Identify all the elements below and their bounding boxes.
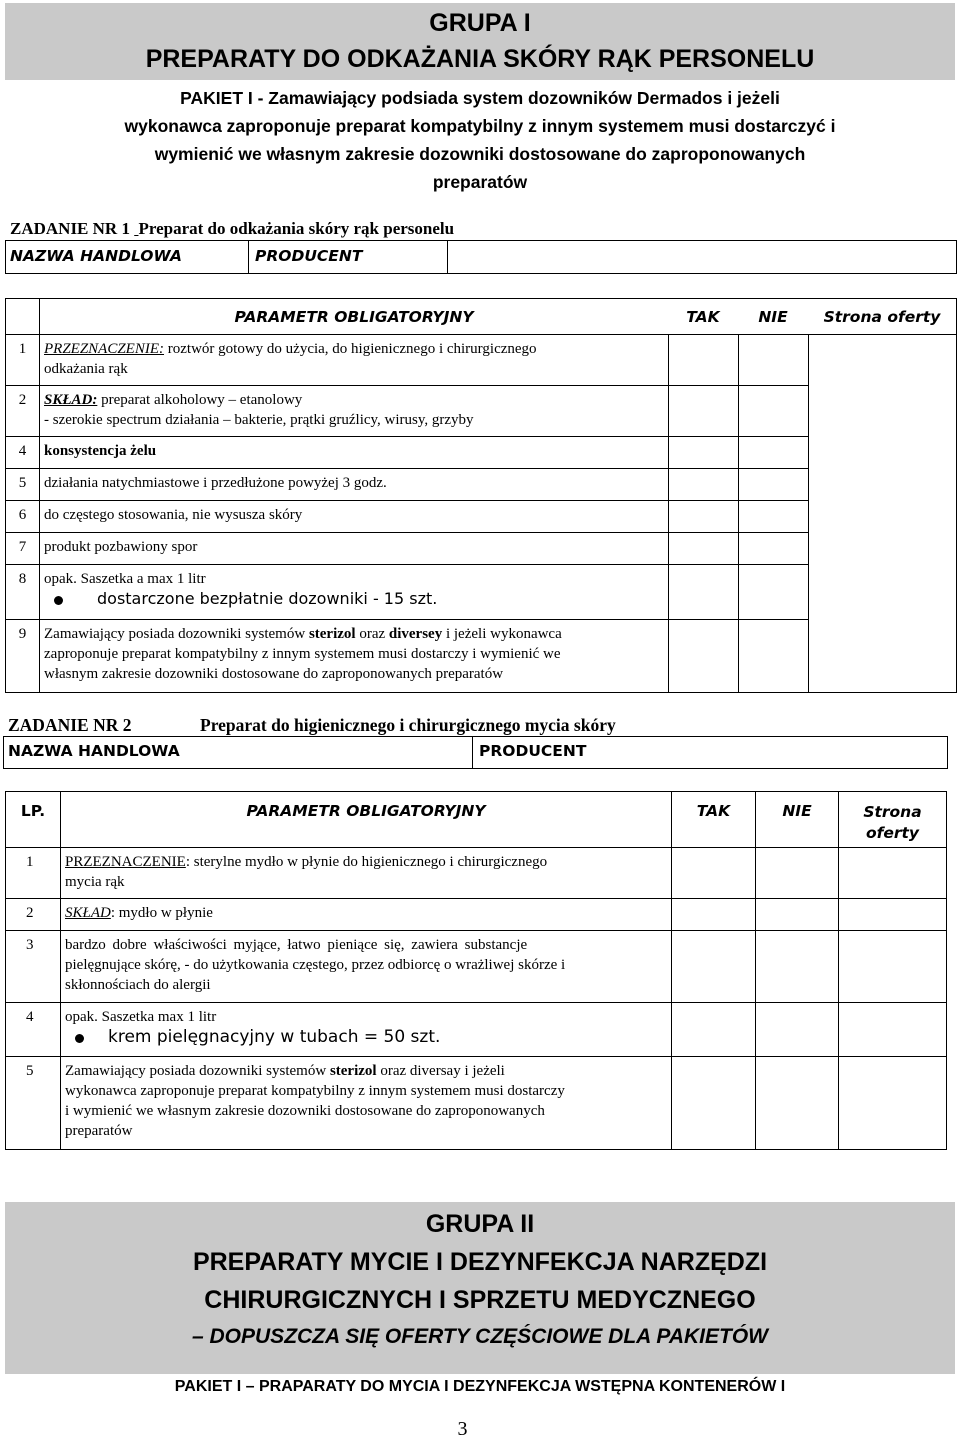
row-text: SKŁAD: mydło w płynie [61, 899, 672, 931]
row-text: PRZEZNACZENIE: roztwór gotowy do użycia, do higienicznego i chirurgicznego odkażania rąk [40, 335, 669, 386]
pakiet-line-4: preparatów [432, 172, 528, 192]
table2-tak-header: TAK [672, 792, 756, 848]
grupa2-line-2: CHIRURGICZNYCH I SPRZETU MEDYCZNEGO [204, 1286, 756, 1314]
producent-label-1: PRODUCENT [249, 241, 448, 274]
producent-label-2: PRODUCENT [473, 737, 948, 769]
nie-cell[interactable] [738, 565, 808, 620]
nie-cell[interactable] [756, 848, 839, 899]
row-text: Zamawiający posiada dozowniki systemów sterizol oraz diversay i jeżeli wykonawca zaproponuje preparat kompatybilny z innym systemem musi dostarczy i wymienić we własnym zakresie dozowniki dostosowane do zaproponowanych preparatów [61, 1057, 672, 1150]
table1-tak-header: TAK [668, 299, 738, 335]
zadanie2-heading [8, 715, 131, 736]
row-number: 4 [6, 1003, 61, 1057]
table-row [6, 848, 947, 899]
zadanie1-table [5, 298, 957, 693]
row-number: 9 [6, 620, 40, 693]
row-text: bardzo dobre właściwości myjące, łatwo pieniące się, zawiera substancje pielęgnujące skórę, - do użytkowania częstego, przez odbiorcę o wrażliwej skórze i skłonnościach do alergii [61, 931, 672, 1003]
pakiet-description [5, 84, 955, 196]
zadanie1-name-table [5, 240, 957, 274]
nie-cell[interactable] [738, 335, 808, 386]
tak-cell[interactable] [672, 931, 756, 1003]
zadanie2-title: Preparat do higienicznego i chirurgicznego mycia skóry [200, 715, 616, 735]
bullet-text: dostarczone bezpłatnie dozowniki - 15 szt. [97, 589, 438, 608]
table-row [6, 335, 957, 386]
grupa2-line-1: PREPARATY MYCIE I DEZYNFEKCJA NARZĘDZI [192, 1248, 768, 1276]
grupa2-title: GRUPA II [425, 1210, 535, 1238]
row-number: 2 [6, 899, 61, 931]
row-text: Zamawiający posiada dozowniki systemów sterizol oraz diversey i jeżeli wykonawca zaproponuje preparat kompatybilny z innym systemem musi dostarczy i wymienić we własnym zakresie dozowniki dostosowane do zaproponowanych preparatów [40, 620, 669, 693]
row-number: 7 [6, 533, 40, 565]
tak-cell[interactable] [668, 501, 738, 533]
table1-lp-header [6, 299, 40, 335]
nie-cell[interactable] [738, 533, 808, 565]
row-text: opak. Saszetka max 1 litr krem pielęgnacyjny w tubach = 50 szt. [61, 1003, 672, 1057]
row-label: SKŁAD [65, 905, 111, 921]
row-number: 5 [6, 1057, 61, 1150]
strona-cell[interactable] [839, 848, 947, 899]
pakiet-line-3: wymienić we własnym zakresie dozowniki dostosowane do zaproponowanych [154, 144, 806, 164]
row-label: PRZEZNACZENIE [65, 854, 186, 870]
tak-cell[interactable] [668, 437, 738, 469]
nie-cell[interactable] [738, 620, 808, 693]
nie-cell[interactable] [756, 1057, 839, 1150]
tak-cell[interactable] [672, 1057, 756, 1150]
producent-value-1[interactable] [448, 241, 957, 274]
zadanie2-number: ZADANIE NR 2 [8, 715, 132, 735]
zadanie1-number: ZADANIE NR 1 [10, 219, 135, 238]
bullet-text: krem pielęgnacyjny w tubach = 50 szt. [108, 1027, 441, 1047]
table-row [6, 1057, 947, 1150]
bullet-icon [54, 596, 63, 605]
row-number: 8 [6, 565, 40, 620]
grupa1-banner [5, 3, 955, 80]
strona-cell[interactable] [839, 931, 947, 1003]
page-number: 3 [457, 1418, 468, 1440]
strona-cell[interactable] [839, 1057, 947, 1150]
table1-header-row [6, 299, 957, 335]
nie-cell[interactable] [756, 931, 839, 1003]
nazwa-handlowa-label-1: NAZWA HANDLOWA [6, 241, 249, 274]
row-text: PRZEZNACZENIE: sterylne mydło w płynie do higienicznego i chirurgicznego mycia rąk [61, 848, 672, 899]
table2-nie-header: NIE [756, 792, 839, 848]
row-label: SKŁAD: [44, 392, 98, 408]
strona-cell[interactable] [808, 335, 957, 693]
grupa1-subtitle: PREPARATY DO ODKAŻANIA SKÓRY RĄK PERSONELU [145, 45, 815, 73]
table1-param-header: PARAMETR OBLIGATORYJNY [40, 299, 669, 335]
bullet-icon [75, 1034, 84, 1043]
row-number: 1 [6, 848, 61, 899]
nie-cell[interactable] [756, 899, 839, 931]
tak-cell[interactable] [672, 899, 756, 931]
nie-cell[interactable] [738, 386, 808, 437]
nie-cell[interactable] [756, 1003, 839, 1057]
table-row [6, 899, 947, 931]
table-row [6, 1003, 947, 1057]
nie-cell[interactable] [738, 469, 808, 501]
tak-cell[interactable] [668, 386, 738, 437]
nie-cell[interactable] [738, 501, 808, 533]
row-label: PRZEZNACZENIE: [44, 341, 165, 357]
strona-cell[interactable] [839, 899, 947, 931]
tak-cell[interactable] [668, 335, 738, 386]
zadanie2-name-table [3, 736, 948, 769]
pakiet-line-2: wykonawca zaproponuje preparat kompatybilny z innym systemem musi dostarczyć i [124, 116, 836, 136]
row-text: konsystencja żelu [40, 437, 669, 469]
tak-cell[interactable] [668, 620, 738, 693]
row-number: 2 [6, 386, 40, 437]
tak-cell[interactable] [668, 469, 738, 501]
table1-strona-header: Strona oferty [808, 299, 957, 335]
row-number: 6 [6, 501, 40, 533]
zadanie1-title: Preparat do odkażania skóry rąk personelu [138, 219, 455, 238]
table-row [6, 931, 947, 1003]
row-number: 5 [6, 469, 40, 501]
grupa1-title: GRUPA I [429, 9, 531, 37]
row-text: do częstego stosowania, nie wysusza skóry [40, 501, 669, 533]
tak-cell[interactable] [672, 1003, 756, 1057]
pakiet-line-1: PAKIET I - Zamawiający podsiada system dozowników Dermados i jeżeli [180, 88, 780, 108]
zadanie2-table [5, 791, 947, 1150]
pakiet-bottom-heading: PAKIET I – PRAPARATY DO MYCIA I DEZYNFEKCJA WSTĘPNA KONTENERÓW I [174, 1378, 786, 1395]
nie-cell[interactable] [738, 437, 808, 469]
tak-cell[interactable] [672, 848, 756, 899]
table2-param-header: PARAMETR OBLIGATORYJNY [61, 792, 672, 848]
row-text: opak. Saszetka a max 1 litr dostarczone bezpłatnie dozowniki - 15 szt. [40, 565, 669, 620]
row-text: SKŁAD: preparat alkoholowy – etanolowy - szerokie spectrum działania – bakterie, prątki gruźlicy, wirusy, grzyby [40, 386, 669, 437]
row-number: 4 [6, 437, 40, 469]
table2-strona-header: Strona oferty [839, 792, 947, 848]
nazwa-handlowa-label-2: NAZWA HANDLOWA [4, 737, 473, 769]
tak-cell[interactable] [668, 565, 738, 620]
strona-cell[interactable] [839, 1003, 947, 1057]
row-number: 3 [6, 931, 61, 1003]
table2-header-row [6, 792, 947, 848]
row-text: działania natychmiastowe i przedłużone powyżej 3 godz. [40, 469, 669, 501]
row-number: 1 [6, 335, 40, 386]
zadanie1-heading [10, 219, 454, 239]
tak-cell[interactable] [668, 533, 738, 565]
row-text: produkt pozbawiony spor [40, 533, 669, 565]
grupa2-line-3: – DOPUSZCZA SIĘ OFERTY CZĘŚCIOWE DLA PAKIETÓW [192, 1325, 768, 1348]
grupa2-banner [5, 1202, 955, 1374]
table1-nie-header: NIE [738, 299, 808, 335]
table2-lp-header: LP. [6, 792, 61, 848]
